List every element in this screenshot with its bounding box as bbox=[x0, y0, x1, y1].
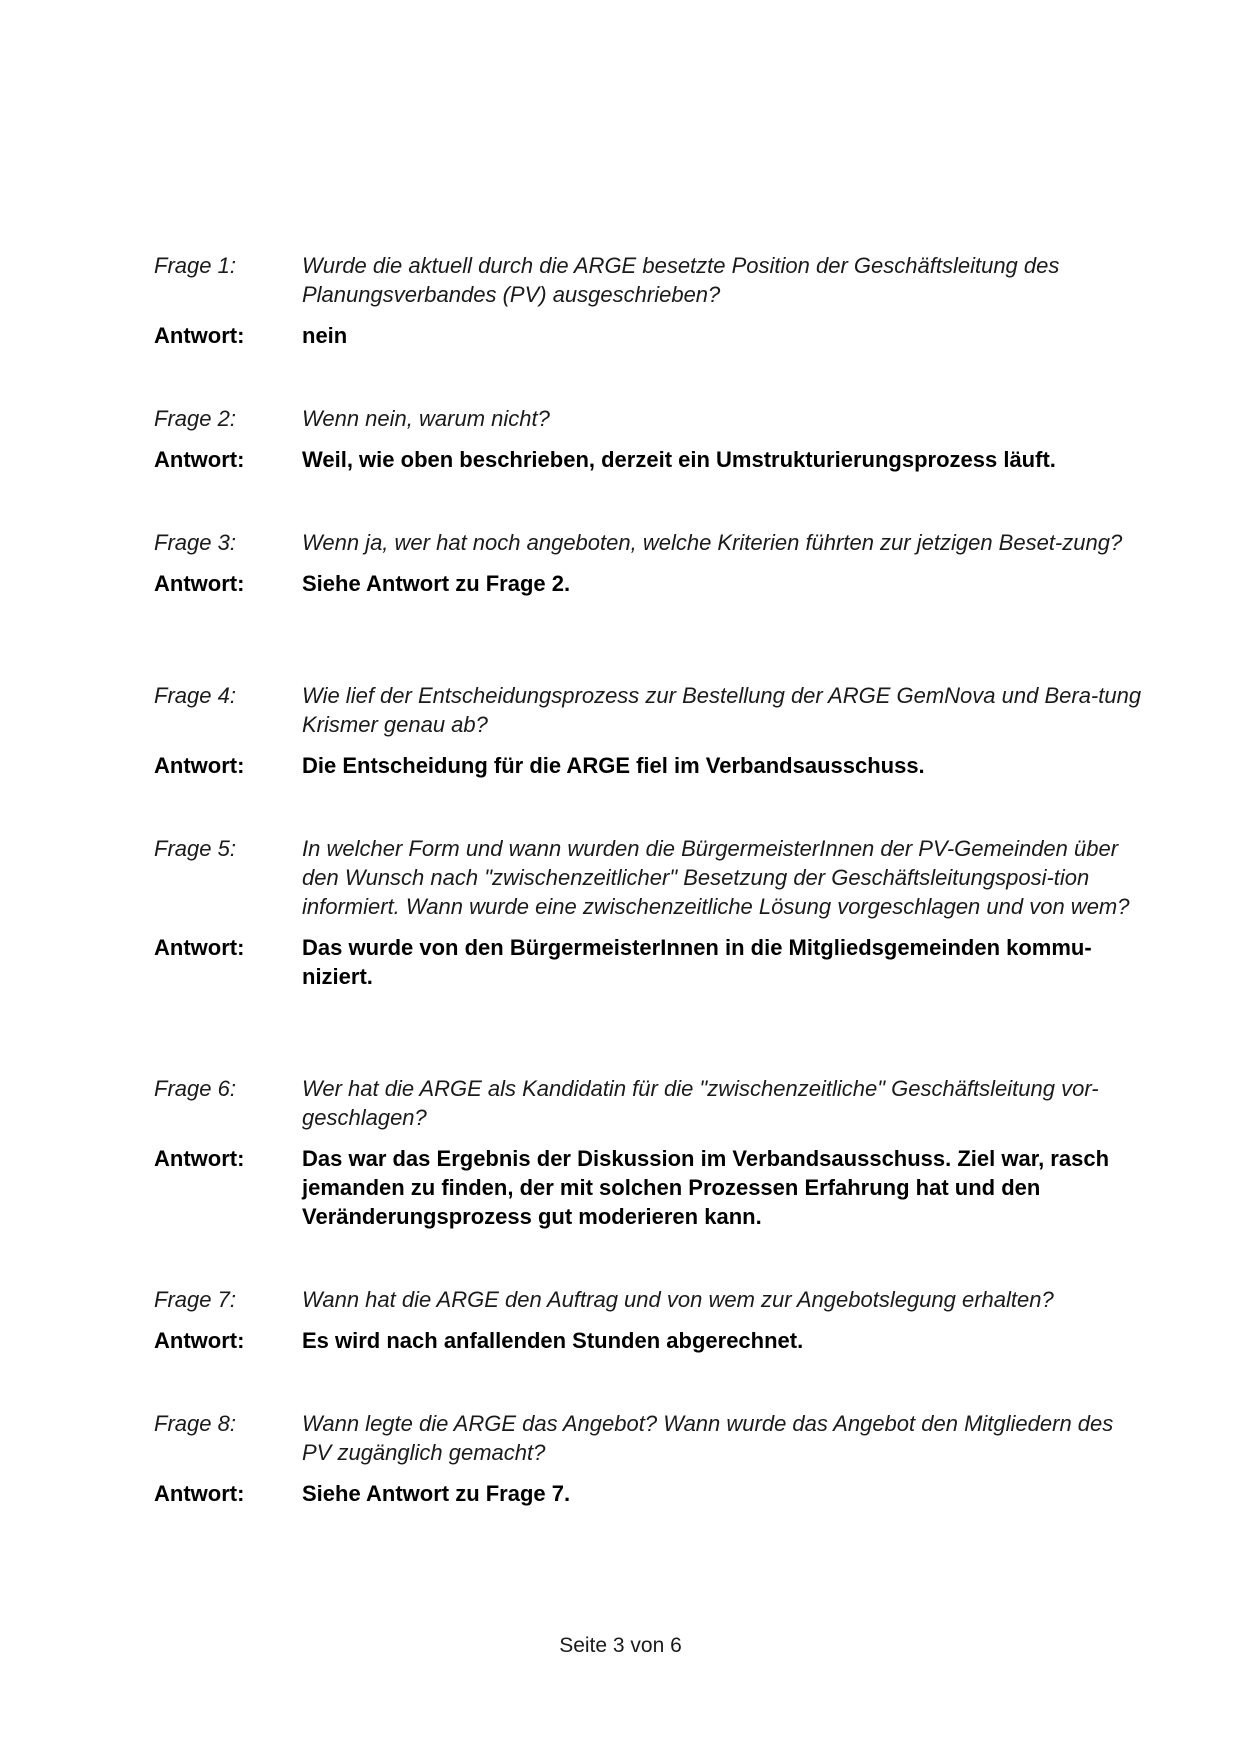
question-text: Wenn ja, wer hat noch angeboten, welche Kriterien führten zur jetzigen Beset-zung? bbox=[302, 530, 1123, 555]
question-row bbox=[154, 1285, 1144, 1314]
answer-row bbox=[154, 321, 1144, 350]
answer-text: nein bbox=[302, 323, 348, 348]
answer-label: Antwort: bbox=[154, 447, 245, 472]
question-label: Frage 3: bbox=[154, 530, 236, 555]
answer-label: Antwort: bbox=[154, 323, 245, 348]
answer-text: Das war das Ergebnis der Diskussion im Verbandsausschuss. Ziel war, rasch jemanden zu finden, der mit solchen Prozessen Erfahrung hat und den Veränderungsprozess gut moderieren kann. bbox=[302, 1146, 1110, 1229]
question-label: Frage 6: bbox=[154, 1076, 236, 1101]
question-label: Frage 1: bbox=[154, 253, 236, 278]
qa-block bbox=[154, 681, 1144, 780]
answer-label: Antwort: bbox=[154, 1328, 245, 1353]
qa-block bbox=[154, 1074, 1144, 1231]
question-row bbox=[154, 251, 1144, 309]
answer-text: Siehe Antwort zu Frage 7. bbox=[302, 1481, 571, 1506]
answer-row bbox=[154, 1479, 1144, 1508]
question-row bbox=[154, 528, 1144, 557]
question-row bbox=[154, 681, 1144, 739]
answer-text: Weil, wie oben beschrieben, derzeit ein Umstrukturierungsprozess läuft. bbox=[302, 447, 1056, 472]
answer-row bbox=[154, 569, 1144, 598]
qa-block bbox=[154, 404, 1144, 474]
question-label: Frage 5: bbox=[154, 836, 236, 861]
answer-row bbox=[154, 1144, 1144, 1231]
question-label: Frage 4: bbox=[154, 683, 236, 708]
answer-text: Es wird nach anfallenden Stunden abgerechnet. bbox=[302, 1328, 804, 1353]
page-number-footer: Seite 3 von 6 bbox=[559, 1634, 682, 1657]
qa-block bbox=[154, 528, 1144, 598]
answer-label: Antwort: bbox=[154, 571, 245, 596]
qa-block bbox=[154, 1409, 1144, 1508]
answer-label: Antwort: bbox=[154, 753, 245, 778]
question-text: Wann hat die ARGE den Auftrag und von wem zur Angebotslegung erhalten? bbox=[302, 1287, 1054, 1312]
question-row bbox=[154, 1074, 1144, 1132]
question-text: Wie lief der Entscheidungsprozess zur Bestellung der ARGE GemNova und Bera-tung Krismer genau ab? bbox=[302, 683, 1142, 737]
answer-text: Das wurde von den BürgermeisterInnen in die Mitgliedsgemeinden kommu-niziert. bbox=[302, 935, 1092, 989]
question-row bbox=[154, 404, 1144, 433]
qa-block bbox=[154, 1285, 1144, 1355]
question-label: Frage 8: bbox=[154, 1411, 236, 1436]
answer-row bbox=[154, 1326, 1144, 1355]
answer-text: Die Entscheidung für die ARGE fiel im Verbandsausschuss. bbox=[302, 753, 925, 778]
question-text: Wenn nein, warum nicht? bbox=[302, 406, 550, 431]
question-text: Wann legte die ARGE das Angebot? Wann wurde das Angebot den Mitgliedern des PV zugänglich gemacht? bbox=[302, 1411, 1114, 1465]
answer-text: Siehe Antwort zu Frage 2. bbox=[302, 571, 571, 596]
question-label: Frage 2: bbox=[154, 406, 236, 431]
qa-block bbox=[154, 834, 1144, 991]
answer-label: Antwort: bbox=[154, 935, 245, 960]
answer-label: Antwort: bbox=[154, 1146, 245, 1171]
qa-block bbox=[154, 251, 1144, 350]
question-text: Wer hat die ARGE als Kandidatin für die "zwischenzeitliche" Geschäftsleitung vor-geschlagen? bbox=[302, 1076, 1099, 1130]
answer-row bbox=[154, 751, 1144, 780]
answer-row bbox=[154, 933, 1144, 991]
question-row bbox=[154, 834, 1144, 921]
answer-row bbox=[154, 445, 1144, 474]
question-row bbox=[154, 1409, 1144, 1467]
question-label: Frage 7: bbox=[154, 1287, 236, 1312]
answer-label: Antwort: bbox=[154, 1481, 245, 1506]
question-text: In welcher Form und wann wurden die BürgermeisterInnen der PV-Gemeinden über den Wunsch nach "zwischenzeitlicher" Besetzung der Geschäftsleitungsposi-tion informiert. Wann wurde eine zwischenzeitliche Lösung vorgeschlagen und von wem? bbox=[302, 836, 1130, 919]
question-text: Wurde die aktuell durch die ARGE besetzte Position der Geschäftsleitung des Planungsverbandes (PV) ausgeschrieben? bbox=[302, 253, 1060, 307]
